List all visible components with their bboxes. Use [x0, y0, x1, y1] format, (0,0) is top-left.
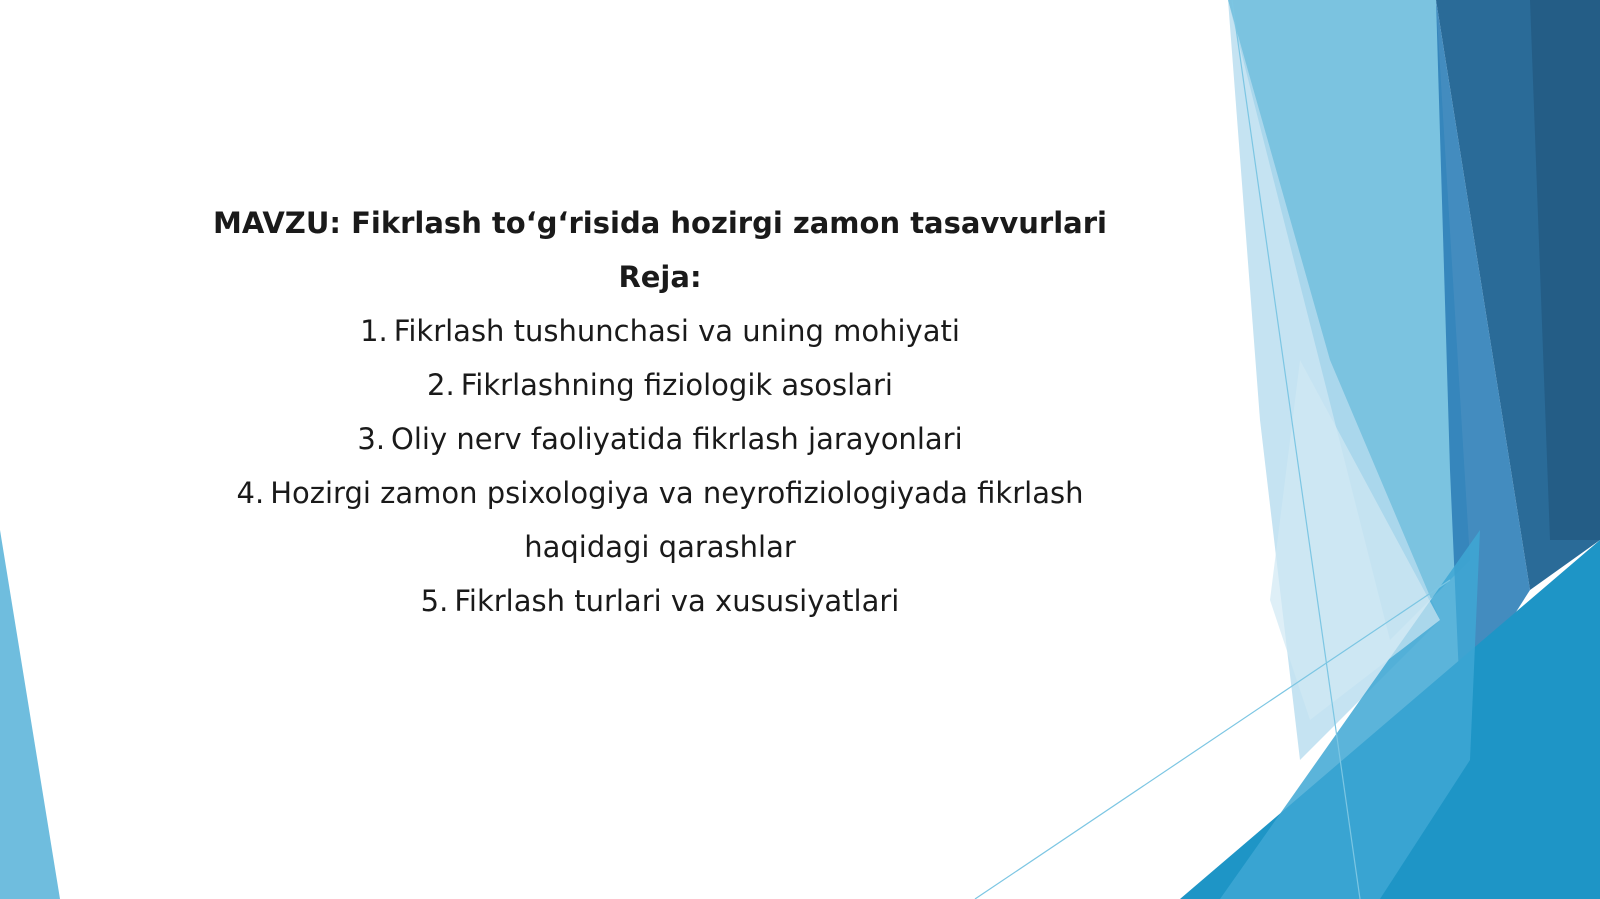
plan-item [180, 304, 1140, 358]
plan-item-text: Oliy nerv faoliyatida fikrlash jarayonlari [391, 422, 963, 456]
plan-heading: Reja: [618, 260, 702, 294]
plan-item [180, 412, 1140, 466]
plan-item-number: 3. [357, 422, 386, 456]
plan-item-text: Hozirgi zamon psixologiya va neyrofiziologiyada fikrlash haqidagi qarashlar [270, 476, 1084, 564]
plan-item [180, 574, 1140, 628]
plan-list [180, 304, 1140, 628]
plan-item-number: 4. [236, 476, 265, 510]
slide-title: MAVZU: Fikrlash to‘g‘risida hozirgi zamon tasavvurlari [213, 206, 1107, 240]
plan-item [180, 358, 1140, 412]
plan-item [180, 466, 1140, 574]
left-accent-shape [0, 530, 60, 899]
plan-item-text: Fikrlash tushunchasi va uning mohiyati [393, 314, 960, 348]
plan-item-number: 5. [420, 584, 449, 618]
slide-content [180, 196, 1140, 628]
plan-item-text: Fikrlash turlari va xususiyatlari [454, 584, 900, 618]
plan-item-number: 2. [427, 368, 455, 402]
plan-item-number: 1. [360, 314, 388, 348]
plan-item-text: Fikrlashning fiziologik asoslari [460, 368, 893, 402]
